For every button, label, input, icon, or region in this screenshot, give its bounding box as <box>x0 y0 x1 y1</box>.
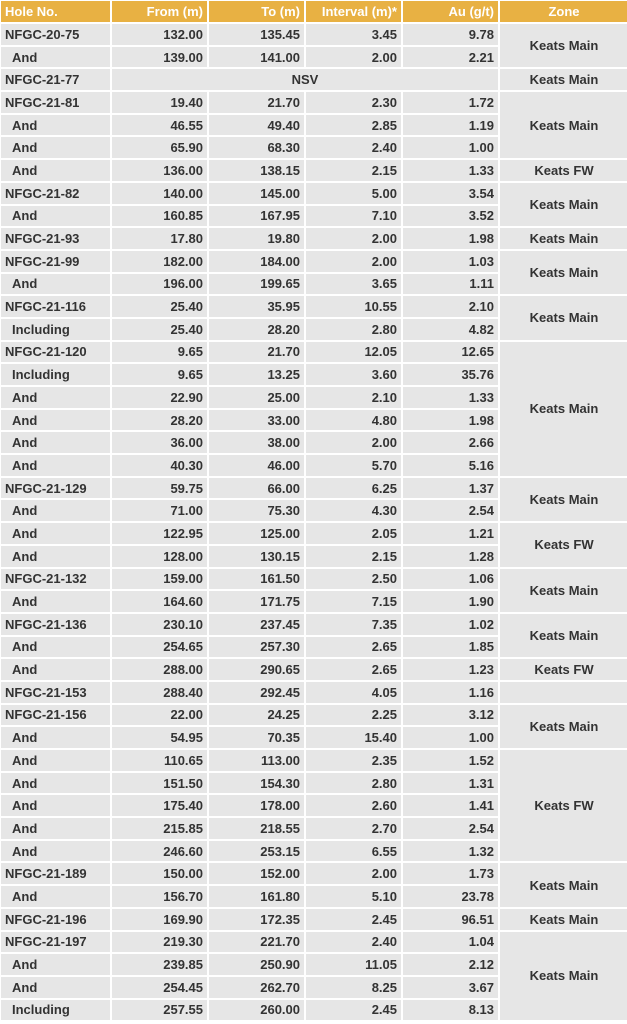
from-cell: 151.50 <box>112 773 207 794</box>
from-cell: 257.55 <box>112 1000 207 1021</box>
interval-cell: 2.85 <box>306 115 401 136</box>
hole-no-cell: And <box>1 546 110 567</box>
table-row <box>1 69 627 90</box>
interval-cell: 2.80 <box>306 773 401 794</box>
to-cell: 292.45 <box>209 682 304 703</box>
interval-cell: 2.35 <box>306 750 401 771</box>
au-cell: 1.98 <box>403 410 498 431</box>
hole-no-cell: NFGC-21-197 <box>1 932 110 953</box>
hole-no-cell: NFGC-21-153 <box>1 682 110 703</box>
au-cell: 1.73 <box>403 863 498 884</box>
zone-cell: Keats FW <box>500 659 627 680</box>
to-cell: 237.45 <box>209 614 304 635</box>
to-cell: 154.30 <box>209 773 304 794</box>
to-cell: 24.25 <box>209 705 304 726</box>
from-cell: 219.30 <box>112 932 207 953</box>
from-cell: 19.40 <box>112 92 207 113</box>
to-cell: 21.70 <box>209 92 304 113</box>
hole-no-cell: And <box>1 160 110 181</box>
interval-cell: 2.15 <box>306 546 401 567</box>
to-cell: 167.95 <box>209 206 304 227</box>
from-cell: 59.75 <box>112 478 207 499</box>
interval-cell: 12.05 <box>306 342 401 363</box>
hole-no-cell: And <box>1 500 110 521</box>
interval-cell: 4.80 <box>306 410 401 431</box>
hole-no-cell: And <box>1 795 110 816</box>
interval-cell: 2.15 <box>306 160 401 181</box>
hole-no-cell: NFGC-21-93 <box>1 228 110 249</box>
hole-no-cell: And <box>1 954 110 975</box>
table-body <box>1 24 627 1020</box>
interval-cell: 10.55 <box>306 296 401 317</box>
interval-cell: 2.45 <box>306 1000 401 1021</box>
interval-cell: 2.00 <box>306 863 401 884</box>
to-cell: 66.00 <box>209 478 304 499</box>
to-cell: 21.70 <box>209 342 304 363</box>
au-cell: 1.72 <box>403 92 498 113</box>
table-row <box>1 750 627 771</box>
to-cell: 141.00 <box>209 47 304 68</box>
au-cell: 1.02 <box>403 614 498 635</box>
hole-no-cell: And <box>1 591 110 612</box>
from-cell: 40.30 <box>112 455 207 476</box>
interval-cell: 3.65 <box>306 274 401 295</box>
from-cell: 71.00 <box>112 500 207 521</box>
to-cell: 130.15 <box>209 546 304 567</box>
from-cell: 159.00 <box>112 569 207 590</box>
from-cell: 54.95 <box>112 727 207 748</box>
hole-no-cell: NFGC-21-132 <box>1 569 110 590</box>
table-row <box>1 569 627 590</box>
hole-no-cell: NFGC-21-81 <box>1 92 110 113</box>
interval-cell: 2.45 <box>306 909 401 930</box>
to-cell: 260.00 <box>209 1000 304 1021</box>
from-cell: 150.00 <box>112 863 207 884</box>
from-cell: 288.00 <box>112 659 207 680</box>
hole-no-cell: And <box>1 637 110 658</box>
interval-cell: 2.10 <box>306 387 401 408</box>
from-cell: 164.60 <box>112 591 207 612</box>
zone-cell: Keats FW <box>500 523 627 566</box>
table-row <box>1 863 627 884</box>
au-cell: 2.21 <box>403 47 498 68</box>
hole-no-cell: And <box>1 841 110 862</box>
from-cell: 254.45 <box>112 977 207 998</box>
zone-cell: Keats Main <box>500 342 627 476</box>
from-cell: 22.00 <box>112 705 207 726</box>
au-cell: 1.33 <box>403 387 498 408</box>
to-cell: 75.30 <box>209 500 304 521</box>
interval-cell: 2.00 <box>306 47 401 68</box>
au-cell: 1.31 <box>403 773 498 794</box>
from-cell: 36.00 <box>112 432 207 453</box>
table-row <box>1 614 627 635</box>
from-cell: 65.90 <box>112 137 207 158</box>
interval-cell: 6.55 <box>306 841 401 862</box>
zone-cell: Keats Main <box>500 183 627 226</box>
from-cell: 230.10 <box>112 614 207 635</box>
table-row <box>1 296 627 317</box>
interval-cell: 2.60 <box>306 795 401 816</box>
au-cell: 96.51 <box>403 909 498 930</box>
table-row <box>1 183 627 204</box>
interval-cell: 4.05 <box>306 682 401 703</box>
hole-no-cell: And <box>1 727 110 748</box>
hole-no-cell: And <box>1 455 110 476</box>
hole-no-cell: And <box>1 523 110 544</box>
au-cell: 1.37 <box>403 478 498 499</box>
table-row <box>1 478 627 499</box>
interval-cell: 2.65 <box>306 637 401 658</box>
header-zone: Zone <box>500 1 627 22</box>
hole-no-cell: And <box>1 659 110 680</box>
au-cell: 1.98 <box>403 228 498 249</box>
to-cell: 19.80 <box>209 228 304 249</box>
table-row <box>1 659 627 680</box>
table-row <box>1 682 627 703</box>
from-cell: 139.00 <box>112 47 207 68</box>
interval-cell: 2.70 <box>306 818 401 839</box>
zone-cell: Keats Main <box>500 296 627 339</box>
interval-cell: 6.25 <box>306 478 401 499</box>
au-cell: 1.03 <box>403 251 498 272</box>
from-cell: 110.65 <box>112 750 207 771</box>
interval-cell: 2.65 <box>306 659 401 680</box>
au-cell: 23.78 <box>403 886 498 907</box>
to-cell: 172.35 <box>209 909 304 930</box>
interval-cell: 5.70 <box>306 455 401 476</box>
interval-cell: 7.35 <box>306 614 401 635</box>
to-cell: 161.50 <box>209 569 304 590</box>
to-cell: 33.00 <box>209 410 304 431</box>
interval-cell: 7.10 <box>306 206 401 227</box>
to-cell: 113.00 <box>209 750 304 771</box>
au-cell: 2.10 <box>403 296 498 317</box>
to-cell: 125.00 <box>209 523 304 544</box>
au-cell: 1.85 <box>403 637 498 658</box>
zone-cell: Keats Main <box>500 228 627 249</box>
from-cell: 28.20 <box>112 410 207 431</box>
to-cell: 28.20 <box>209 319 304 340</box>
hole-no-cell: Including <box>1 364 110 385</box>
au-cell: 4.82 <box>403 319 498 340</box>
au-cell: 3.54 <box>403 183 498 204</box>
hole-no-cell: Including <box>1 319 110 340</box>
zone-cell: Keats Main <box>500 932 627 1021</box>
header-hole-no: Hole No. <box>1 1 110 22</box>
hole-no-cell: And <box>1 274 110 295</box>
au-cell: 3.67 <box>403 977 498 998</box>
interval-cell: 2.30 <box>306 92 401 113</box>
to-cell: 25.00 <box>209 387 304 408</box>
hole-no-cell: And <box>1 886 110 907</box>
to-cell: 171.75 <box>209 591 304 612</box>
from-cell: 196.00 <box>112 274 207 295</box>
header-row <box>1 1 627 22</box>
au-cell: 1.06 <box>403 569 498 590</box>
zone-cell: Keats FW <box>500 750 627 861</box>
to-cell: 152.00 <box>209 863 304 884</box>
header-au: Au (g/t) <box>403 1 498 22</box>
zone-cell <box>500 682 627 703</box>
zone-cell: Keats Main <box>500 92 627 158</box>
au-cell: 1.52 <box>403 750 498 771</box>
hole-no-cell: And <box>1 750 110 771</box>
from-cell: 246.60 <box>112 841 207 862</box>
hole-no-cell: And <box>1 773 110 794</box>
to-cell: 290.65 <box>209 659 304 680</box>
hole-no-cell: NFGC-21-136 <box>1 614 110 635</box>
from-cell: 17.80 <box>112 228 207 249</box>
to-cell: 135.45 <box>209 24 304 45</box>
hole-no-cell: NFGC-21-189 <box>1 863 110 884</box>
hole-no-cell: And <box>1 432 110 453</box>
interval-cell: 2.00 <box>306 228 401 249</box>
to-cell: 262.70 <box>209 977 304 998</box>
from-cell: 288.40 <box>112 682 207 703</box>
au-cell: 2.12 <box>403 954 498 975</box>
hole-no-cell: And <box>1 977 110 998</box>
interval-cell: 3.45 <box>306 24 401 45</box>
zone-cell: Keats Main <box>500 909 627 930</box>
au-cell: 2.54 <box>403 818 498 839</box>
hole-no-cell: NFGC-21-99 <box>1 251 110 272</box>
zone-cell: Keats Main <box>500 863 627 906</box>
au-cell: 3.52 <box>403 206 498 227</box>
header-to: To (m) <box>209 1 304 22</box>
hole-no-cell: NFGC-21-120 <box>1 342 110 363</box>
from-cell: 160.85 <box>112 206 207 227</box>
to-cell: 221.70 <box>209 932 304 953</box>
hole-no-cell: NFGC-20-75 <box>1 24 110 45</box>
au-cell: 9.78 <box>403 24 498 45</box>
from-cell: 215.85 <box>112 818 207 839</box>
from-cell: 9.65 <box>112 342 207 363</box>
hole-no-cell: NFGC-21-156 <box>1 705 110 726</box>
au-cell: 35.76 <box>403 364 498 385</box>
hole-no-cell: And <box>1 206 110 227</box>
au-cell: 1.19 <box>403 115 498 136</box>
au-cell: 1.16 <box>403 682 498 703</box>
interval-cell: 2.25 <box>306 705 401 726</box>
table-row <box>1 24 627 45</box>
to-cell: 161.80 <box>209 886 304 907</box>
au-cell: 1.04 <box>403 932 498 953</box>
au-cell: 1.00 <box>403 727 498 748</box>
to-cell: 253.15 <box>209 841 304 862</box>
interval-cell: 4.30 <box>306 500 401 521</box>
table-row <box>1 92 627 113</box>
to-cell: 178.00 <box>209 795 304 816</box>
interval-cell: 2.00 <box>306 432 401 453</box>
from-cell: 136.00 <box>112 160 207 181</box>
au-cell: 1.41 <box>403 795 498 816</box>
interval-cell: 2.05 <box>306 523 401 544</box>
au-cell: 1.33 <box>403 160 498 181</box>
hole-no-cell: NFGC-21-129 <box>1 478 110 499</box>
from-cell: 25.40 <box>112 296 207 317</box>
table-row <box>1 160 627 181</box>
to-cell: 13.25 <box>209 364 304 385</box>
to-cell: 68.30 <box>209 137 304 158</box>
interval-cell: 2.00 <box>306 251 401 272</box>
table-row <box>1 705 627 726</box>
header-from: From (m) <box>112 1 207 22</box>
au-cell: 1.23 <box>403 659 498 680</box>
interval-cell: 7.15 <box>306 591 401 612</box>
from-cell: 156.70 <box>112 886 207 907</box>
hole-no-cell: And <box>1 387 110 408</box>
hole-no-cell: And <box>1 47 110 68</box>
zone-cell: Keats Main <box>500 705 627 748</box>
interval-cell: 11.05 <box>306 954 401 975</box>
hole-no-cell: NFGC-21-116 <box>1 296 110 317</box>
au-cell: 1.11 <box>403 274 498 295</box>
hole-no-cell: And <box>1 137 110 158</box>
interval-cell: 15.40 <box>306 727 401 748</box>
table-row <box>1 523 627 544</box>
table-row <box>1 909 627 930</box>
au-cell: 1.00 <box>403 137 498 158</box>
to-cell: 257.30 <box>209 637 304 658</box>
table-row <box>1 228 627 249</box>
hole-no-cell: Including <box>1 1000 110 1021</box>
table-row <box>1 251 627 272</box>
to-cell: 70.35 <box>209 727 304 748</box>
au-cell: 2.54 <box>403 500 498 521</box>
hole-no-cell: NFGC-21-77 <box>1 69 110 90</box>
hole-no-cell: NFGC-21-82 <box>1 183 110 204</box>
zone-cell: Keats Main <box>500 251 627 294</box>
hole-no-cell: And <box>1 410 110 431</box>
header-interval: Interval (m)* <box>306 1 401 22</box>
interval-cell: 2.40 <box>306 932 401 953</box>
zone-cell: Keats Main <box>500 614 627 657</box>
au-cell: 12.65 <box>403 342 498 363</box>
to-cell: 138.15 <box>209 160 304 181</box>
zone-cell: Keats FW <box>500 160 627 181</box>
au-cell: 5.16 <box>403 455 498 476</box>
au-cell: 2.66 <box>403 432 498 453</box>
from-cell: 254.65 <box>112 637 207 658</box>
nsv-cell: NSV <box>112 69 498 90</box>
to-cell: 145.00 <box>209 183 304 204</box>
au-cell: 8.13 <box>403 1000 498 1021</box>
to-cell: 35.95 <box>209 296 304 317</box>
hole-no-cell: And <box>1 115 110 136</box>
au-cell: 1.32 <box>403 841 498 862</box>
au-cell: 1.90 <box>403 591 498 612</box>
from-cell: 239.85 <box>112 954 207 975</box>
from-cell: 169.90 <box>112 909 207 930</box>
zone-cell: Keats Main <box>500 569 627 612</box>
to-cell: 199.65 <box>209 274 304 295</box>
from-cell: 182.00 <box>112 251 207 272</box>
from-cell: 132.00 <box>112 24 207 45</box>
table-row <box>1 932 627 953</box>
interval-cell: 3.60 <box>306 364 401 385</box>
from-cell: 140.00 <box>112 183 207 204</box>
to-cell: 184.00 <box>209 251 304 272</box>
to-cell: 49.40 <box>209 115 304 136</box>
interval-cell: 5.00 <box>306 183 401 204</box>
interval-cell: 2.40 <box>306 137 401 158</box>
to-cell: 218.55 <box>209 818 304 839</box>
interval-cell: 2.50 <box>306 569 401 590</box>
from-cell: 128.00 <box>112 546 207 567</box>
from-cell: 175.40 <box>112 795 207 816</box>
au-cell: 3.12 <box>403 705 498 726</box>
interval-cell: 2.80 <box>306 319 401 340</box>
au-cell: 1.28 <box>403 546 498 567</box>
to-cell: 250.90 <box>209 954 304 975</box>
au-cell: 1.21 <box>403 523 498 544</box>
from-cell: 22.90 <box>112 387 207 408</box>
interval-cell: 8.25 <box>306 977 401 998</box>
interval-cell: 5.10 <box>306 886 401 907</box>
zone-cell: Keats Main <box>500 478 627 521</box>
to-cell: 38.00 <box>209 432 304 453</box>
hole-no-cell: NFGC-21-196 <box>1 909 110 930</box>
table-row <box>1 342 627 363</box>
to-cell: 46.00 <box>209 455 304 476</box>
from-cell: 122.95 <box>112 523 207 544</box>
zone-cell: Keats Main <box>500 69 627 90</box>
from-cell: 9.65 <box>112 364 207 385</box>
zone-cell: Keats Main <box>500 24 627 67</box>
from-cell: 25.40 <box>112 319 207 340</box>
hole-no-cell: And <box>1 818 110 839</box>
from-cell: 46.55 <box>112 115 207 136</box>
